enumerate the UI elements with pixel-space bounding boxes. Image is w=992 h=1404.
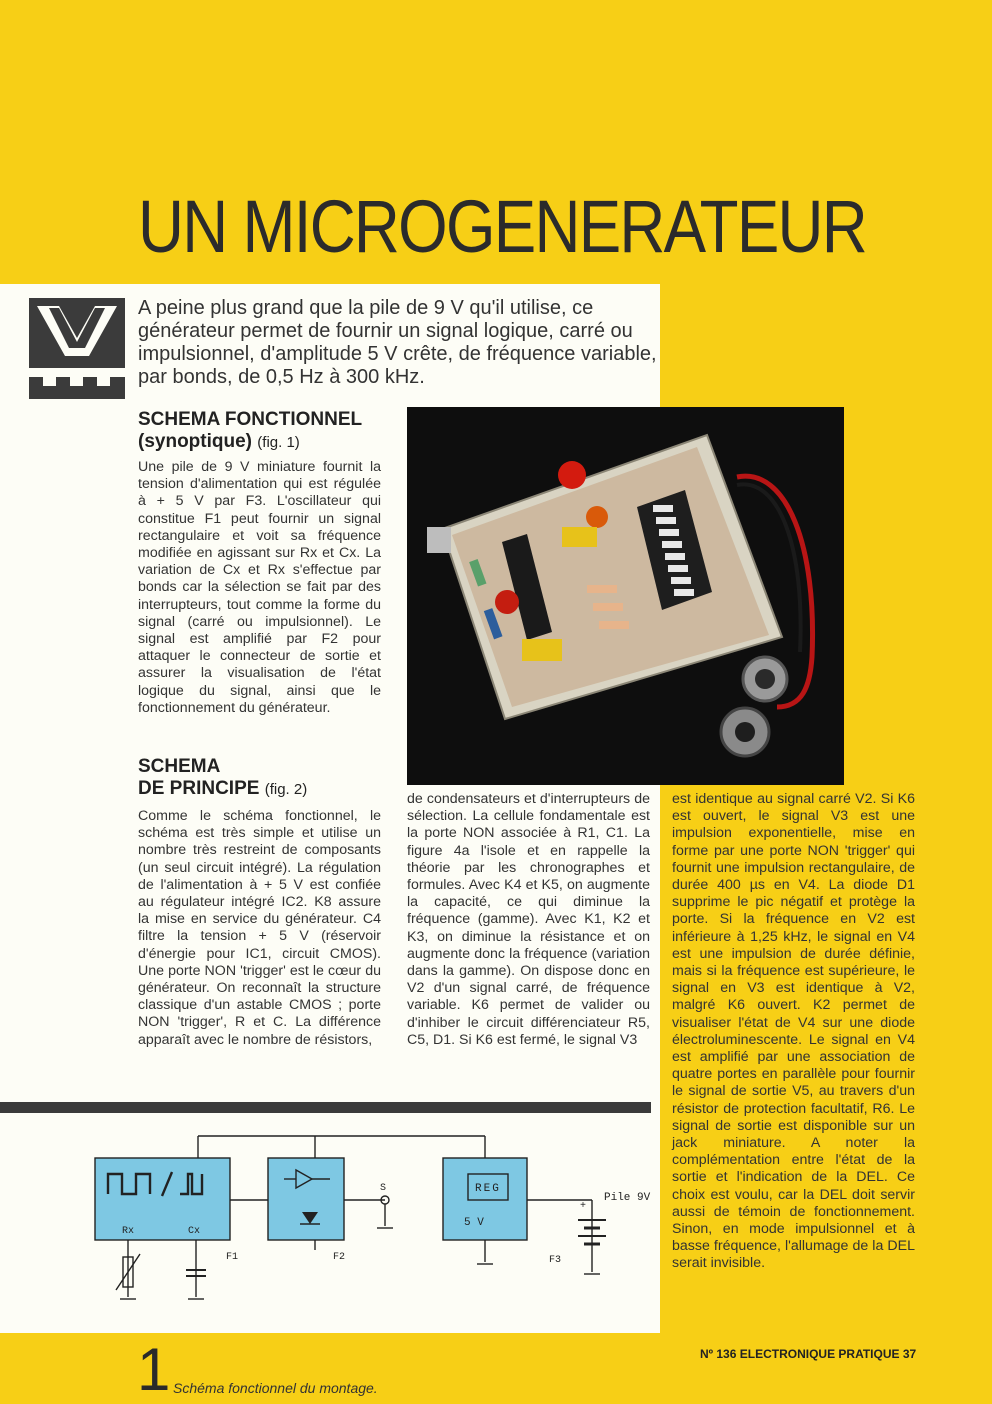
section1-heading-ref: (fig. 1) bbox=[257, 434, 300, 451]
figure-rule bbox=[0, 1102, 651, 1113]
label-f1: F1 bbox=[226, 1252, 239, 1263]
label-f3: F3 bbox=[549, 1255, 562, 1266]
section2-heading-ref: (fig. 2) bbox=[264, 781, 308, 798]
article-title: UN MICROGENERATEUR bbox=[138, 185, 867, 268]
section1-body: Une pile de 9 V miniature fournit la tension d'alimentation qui est régulée à + 5 V par F3. L'oscillateur qui constitue F1 peut fournir un signal rectangulaire et voit sa fréquence modifiée en agissant sur Rx et Cx. La variation de Cx et Rx s'effectue par bonds car la sélection se fait par des interrupteurs, tout comme la forme du signal (carré ou impulsionnel). Le signal est amplifié par F2 pour attaquer le connecteur de sortie et assurer la visualisation de l'état logique du signal, ainsi que le fonctionnement du générateur. bbox=[138, 459, 381, 716]
label-rx: Rx bbox=[122, 1226, 135, 1237]
label-pile: Pile 9V bbox=[604, 1192, 651, 1204]
figure-number: 1 bbox=[137, 1336, 171, 1403]
magazine-logo-icon bbox=[29, 298, 125, 399]
label-plus: + bbox=[580, 1201, 587, 1212]
section2-column-3: est identique au signal carré V2. Si K6 est ouvert, le signal V3 est une impulsion exponentielle, mise en forme par une porte NON 'trigger' qui fournit une impulsion rectangulaire, de durée 400 µs en V4. La diode D1 supprime le pic négatif et protège la porte. Si la fréquence en V2 est inférieure à 1,25 kHz, le signal en V4 est une impulsion de durée définie, mais si la fréquence est supérieure, le signal en V3 est identique à V2, malgré K6 ouvert. K2 permet de visualiser l'état de V4 sur une diode électroluminescente. Le signal en V4 est amplifié par une association de quatre portes en parallèle pour fournir le signal de sortie V5, au travers d'un résistor de protection facultatif, R6. Le signal de sortie est disponible sur un jack miniature. A noter la complémentation entre l'état de la sortie et l'indication de la DEL. Ce choix est voulu, car la DEL doit servir aussi de témoin de fonctionnement. Sinon, en mode impulsionnel et à basse fréquence, l'allumage de la DEL serait invisible. bbox=[672, 791, 915, 1272]
section2-heading bbox=[138, 756, 398, 801]
section2-heading-sub: DE PRINCIPE bbox=[138, 778, 260, 799]
circuit-board-photo bbox=[407, 407, 844, 785]
page-reference: Nº 136 ELECTRONIQUE PRATIQUE 37 bbox=[700, 1347, 917, 1361]
block-diagram bbox=[0, 1122, 660, 1337]
label-s: S bbox=[380, 1183, 387, 1194]
section1-heading bbox=[138, 409, 398, 454]
section1-heading-sub: (synoptique) bbox=[138, 431, 252, 452]
label-reg: REG bbox=[475, 1183, 501, 1195]
section2-column-1: Comme le schéma fonctionnel, le schéma est très simple et utilise un nombre très restreint de composants (un seul circuit intégré). La régulation de l'alimentation à + 5 V est confiée au régulateur intégré IC2. K8 assure la mise en service du générateur. C4 filtre la tension + 5 V (réservoir d'énergie pour IC1, circuit CMOS). Une porte NON 'trigger' est le cœur du générateur. On reconnaît la structure classique d'un astable CMOS ; porte NON 'trigger', R et C. La différence apparaît avec le nombre de résistors, bbox=[138, 808, 381, 1048]
figure-caption: Schéma fonctionnel du montage. bbox=[173, 1380, 378, 1396]
label-cx: Cx bbox=[188, 1226, 201, 1237]
section2-column-2: de condensateurs et d'interrupteurs de sélection. La cellule fondamentale est la porte NON associée à R1, C1. La figure 4a l'isole et en rappelle la théorie par les chronographes et formules. Avec K4 et K5, on augmente la capacité, ce qui diminue la fréquence (gamme). Avec K1, K2 et K3, on diminue la résistance et on augmente donc la fréquence (variation dans la gamme). On dispose donc en V2 d'un signal carré, de fréquence variable. K6 permet de valider ou d'inhiber le circuit différenciateur R5, C5, D1. Si K6 est fermé, le signal V3 bbox=[407, 791, 650, 1048]
section2-heading-title: SCHEMA bbox=[138, 756, 221, 777]
article-intro: A peine plus grand que la pile de 9 V qu'il utilise, ce générateur permet de fournir un signal logique, carré ou impulsionnel, d'amplitude 5 V crête, de fréquence variable, par bonds, de 0,5 Hz à 300 kHz. bbox=[138, 297, 657, 388]
label-f2: F2 bbox=[333, 1252, 346, 1263]
label-5v: 5 V bbox=[464, 1217, 484, 1229]
section1-heading-title: SCHEMA FONCTIONNEL bbox=[138, 409, 363, 430]
